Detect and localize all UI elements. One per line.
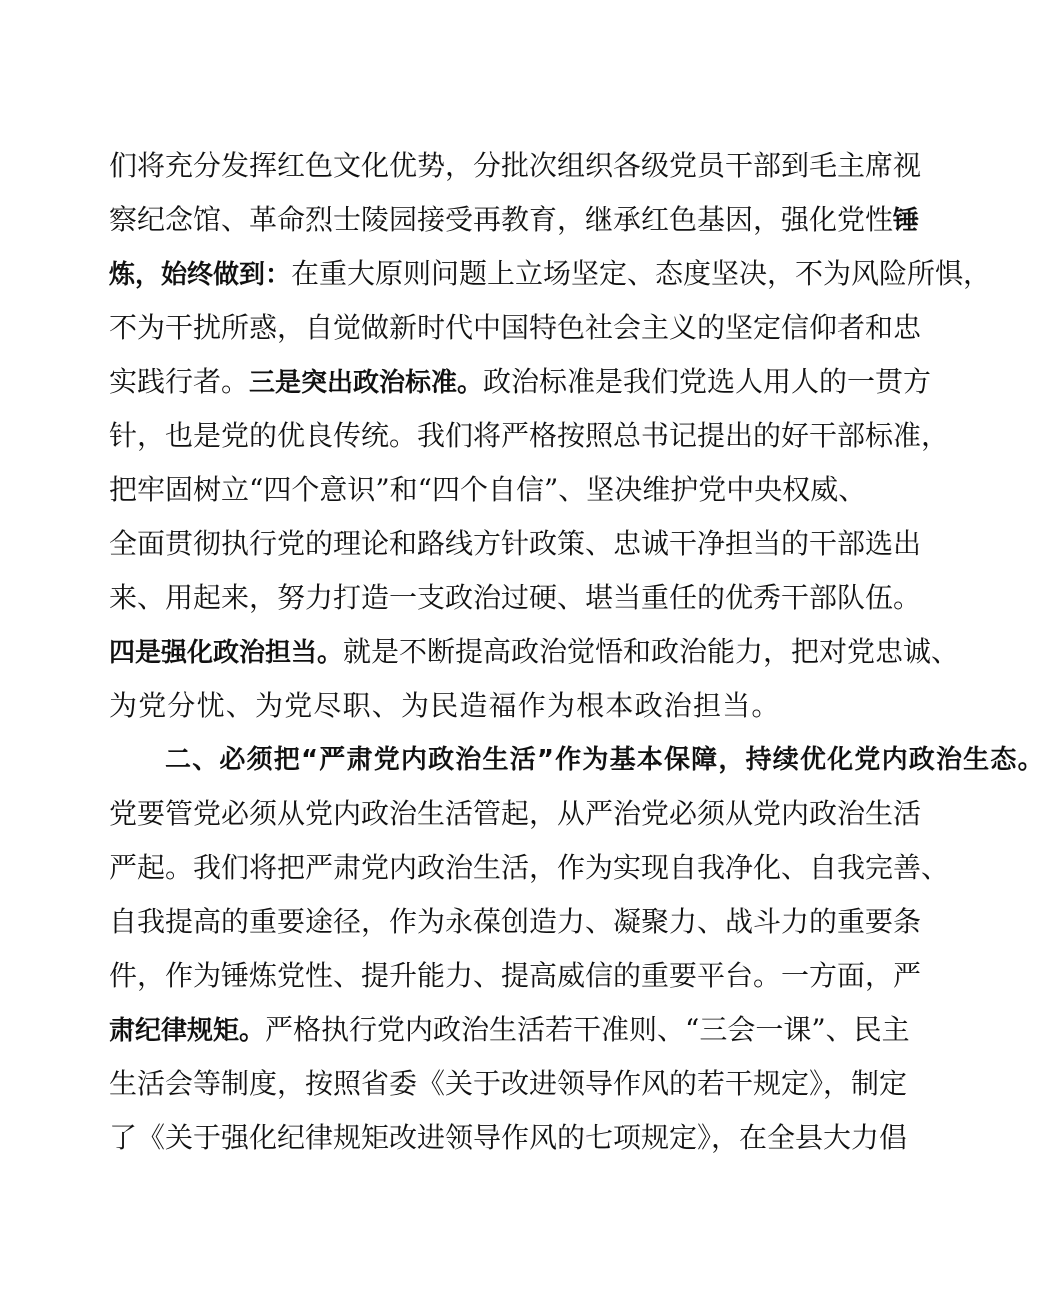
text-line <box>109 193 920 247</box>
text-line <box>109 625 960 679</box>
text-line: 把牢固树立“四个意识”和“四个自信”、坚决维护党中央权威、 <box>109 473 867 506</box>
document-body <box>109 139 1045 1165</box>
text-line: 了《关于强化纪律规矩改进领导作风的七项规定》，在全县大力倡 <box>109 1121 908 1154</box>
text-run: 炼，始终做到： <box>109 260 292 290</box>
text-line <box>109 355 932 409</box>
text-line: 针，也是党的优良传统。我们将严格按照总书记提出的好干部标准， <box>109 419 950 452</box>
text-line <box>109 247 992 301</box>
text-line: 党要管党必须从党内政治生活管起，从严治党必须从党内政治生活 <box>109 797 922 830</box>
bold-phrase: 三是突出政治标准。 <box>249 368 484 398</box>
text-run: 察纪念馆、革命烈士陵园接受再教育，继承红色基因，强化党性 <box>109 203 894 236</box>
text-run: 在重大原则问题上立场坚定、态度坚决，不为风险所惧， <box>291 257 992 290</box>
text-line: 们将充分发挥红色文化优势，分批次组织各级党员干部到毛主席视 <box>109 149 922 182</box>
text-line <box>109 1003 910 1057</box>
text-line: 生活会等制度，按照省委《关于改进领导作风的若干规定》，制定 <box>109 1067 908 1100</box>
text-line: 全面贯彻执行党的理论和路线方针政策、忠诚干净担当的干部选出 <box>109 527 922 560</box>
text-line: 自我提高的重要途径，作为永葆创造力、凝聚力、战斗力的重要条 <box>109 905 922 938</box>
text-run: 锤 <box>893 206 920 236</box>
section-heading: 二、必须把“严肃党内政治生活”作为基本保障，持续优化党内政治生态。 <box>165 745 1045 775</box>
text-run: 政治标准是我们党选人用人的一贯方 <box>483 365 932 398</box>
text-run: 就是不断提高政治觉悟和政治能力，把对党忠诚、 <box>343 635 960 668</box>
text-line: 件，作为锤炼党性、提升能力、提高威信的重要平台。一方面，严 <box>109 959 922 992</box>
bold-phrase: 四是强化政治担当。 <box>109 638 344 668</box>
text-run: 实践行者。 <box>109 365 250 398</box>
text-line: 不为干扰所惑，自觉做新时代中国特色社会主义的坚定信仰者和忠 <box>109 311 922 344</box>
bold-phrase: 肃纪律规矩。 <box>109 1016 266 1046</box>
text-run: 严格执行党内政治生活若干准则、“三会一课”、民主 <box>265 1013 910 1046</box>
text-line: 严起。我们将把严肃党内政治生活，作为实现自我净化、自我完善、 <box>109 851 950 884</box>
text-line: 来、用起来，努力打造一支政治过硬、堪当重任的优秀干部队伍。 <box>109 581 922 614</box>
text-line: 为党分忧、为党尽职、为民造福作为根本政治担当。 <box>109 689 781 722</box>
